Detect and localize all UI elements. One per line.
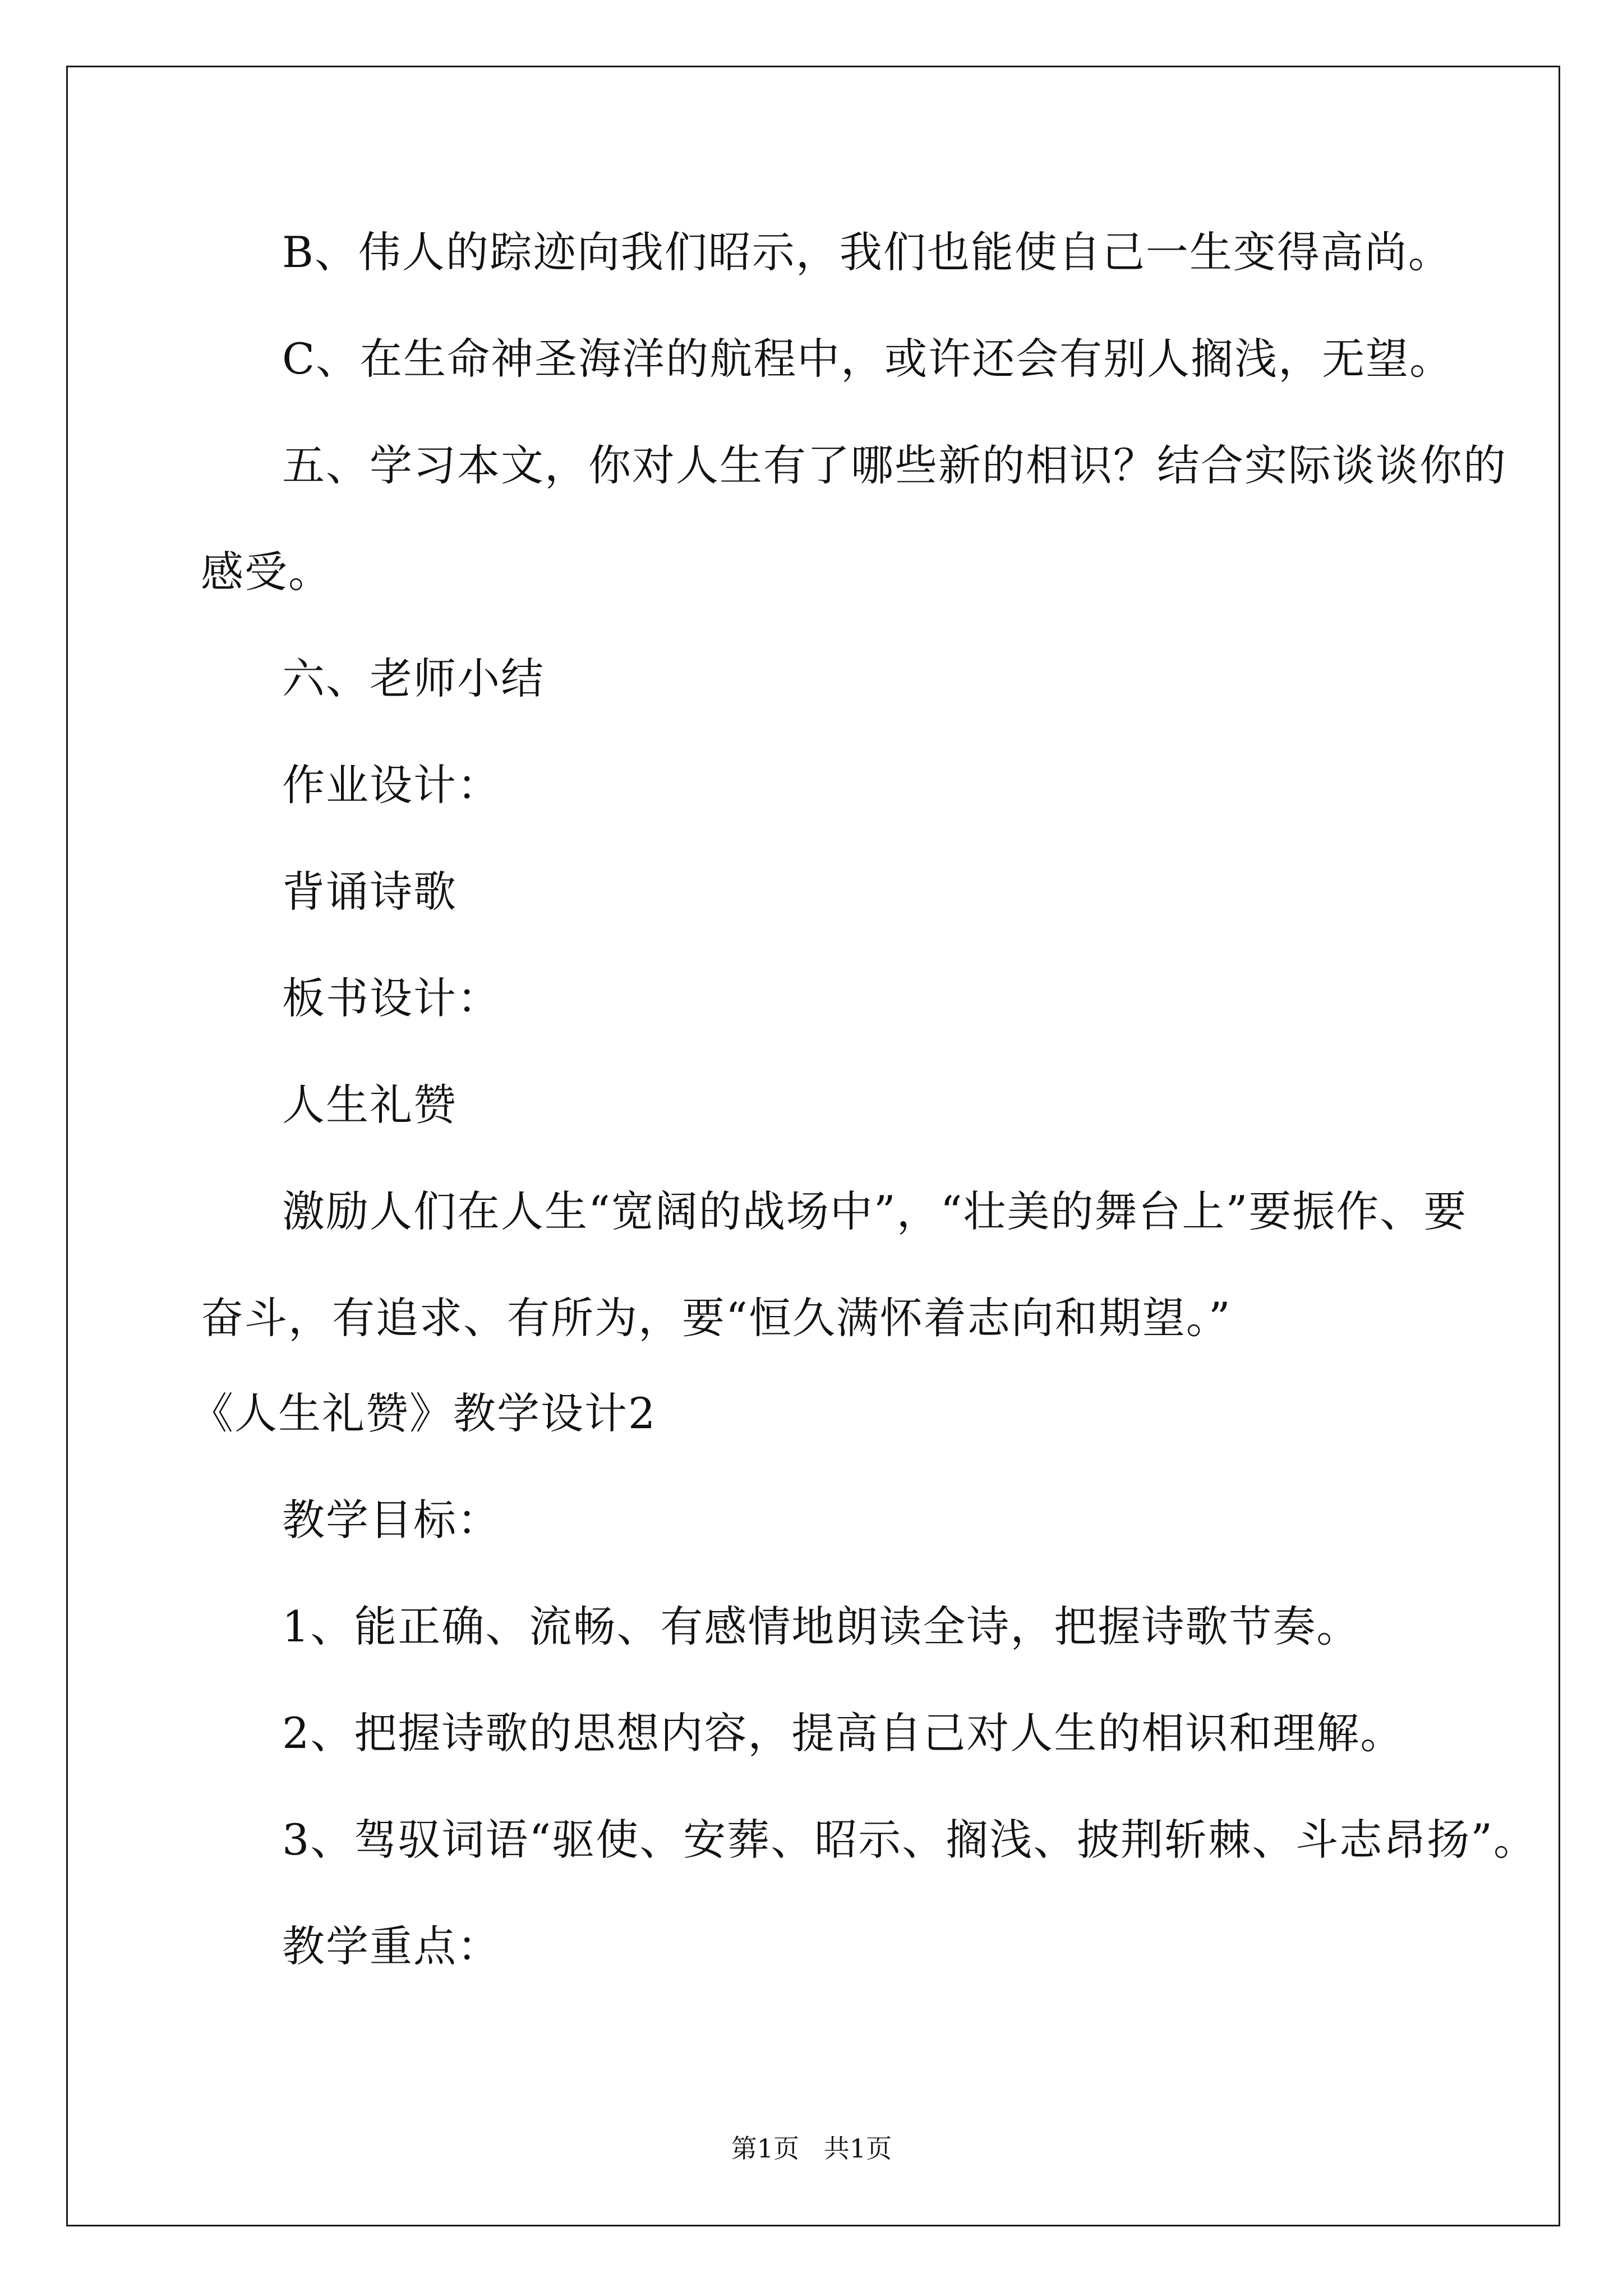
objective-1: 1、能正确、流畅、有感情地朗读全诗，把握诗歌节奏。 bbox=[282, 1602, 1361, 1651]
objective-2: 2、把握诗歌的思想内容，提高自己对人生的相识和理解。 bbox=[282, 1708, 1404, 1758]
section-six-heading: 六、老师小结 bbox=[282, 654, 545, 703]
option-b-line: B、伟人的踪迹向我们昭示，我们也能使自己一生变得高尚。 bbox=[282, 227, 1452, 277]
question-five-line-1: 五、学习本文，你对人生有了哪些新的相识？结合实际谈谈你的 bbox=[282, 440, 1507, 490]
homework-content: 背诵诗歌 bbox=[282, 867, 457, 917]
homework-heading: 作业设计： bbox=[282, 760, 501, 810]
summary-line-2: 奋斗，有追求、有所为，要“恒久满怀着志向和期望。” bbox=[201, 1293, 1232, 1343]
blackboard-title: 人生礼赞 bbox=[282, 1080, 457, 1130]
page-border bbox=[66, 66, 1560, 2226]
key-points-heading: 教学重点： bbox=[282, 1921, 501, 1971]
summary-line-1: 激励人们在人生“宽阔的战场中”，“壮美的舞台上”要振作、要 bbox=[282, 1186, 1468, 1236]
section-title: 《人生礼赞》教学设计2 bbox=[191, 1388, 657, 1438]
page-footer: 第1页 共1页 bbox=[731, 2133, 892, 2164]
blackboard-heading: 板书设计： bbox=[282, 973, 501, 1023]
question-five-line-2: 感受。 bbox=[201, 547, 332, 597]
objectives-heading: 教学目标： bbox=[282, 1495, 501, 1545]
objective-3: 3、驾驭词语“驱使、安葬、昭示、搁浅、披荆斩棘、斗志昂扬”。 bbox=[282, 1815, 1538, 1865]
option-c-line: C、在生命神圣海洋的航程中，或许还会有别人搁浅，无望。 bbox=[282, 334, 1454, 384]
